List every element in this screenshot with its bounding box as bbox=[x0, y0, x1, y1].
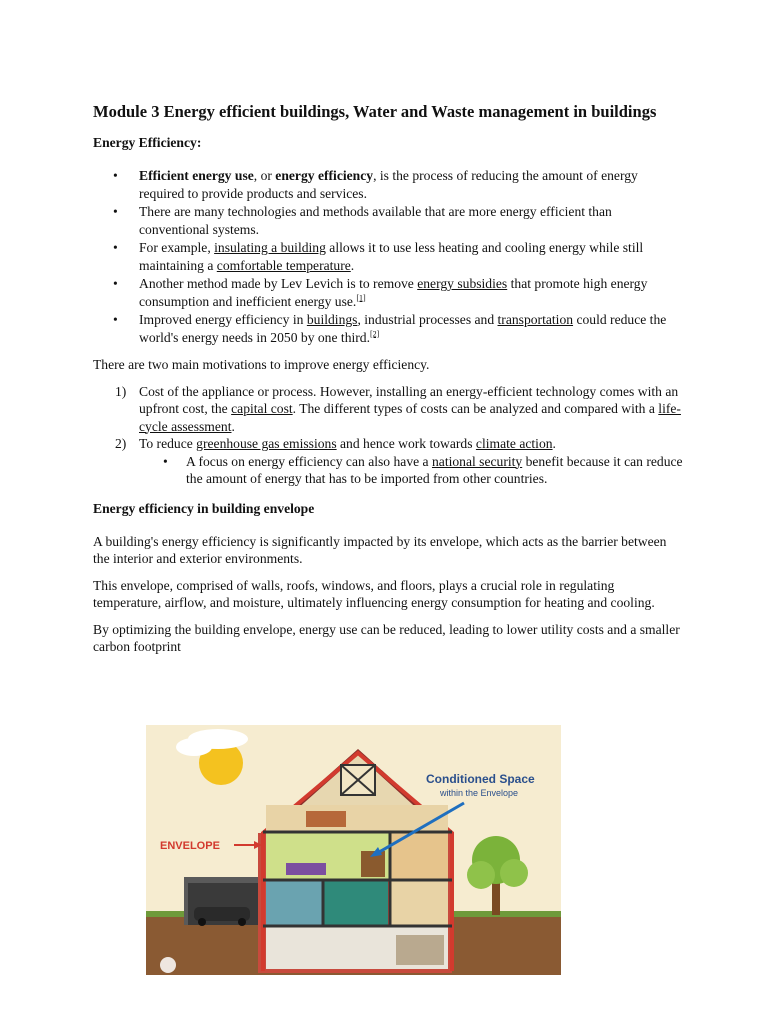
list-item: • For example, insulating a building allows it to use less heating and cooling energy while still maintaining a comfortable temperature. bbox=[113, 240, 644, 273]
list-item: • Improved energy efficiency in buildings, industrial processes and transportation could reduce the world's energy needs in 2050 by one third.[2] bbox=[113, 312, 667, 345]
document-content bbox=[93, 102, 683, 665]
conditioned-space-label: Conditioned Space bbox=[426, 772, 535, 786]
section-heading-energy-efficiency: Energy Efficiency: bbox=[93, 135, 202, 150]
link-buildings[interactable]: buildings bbox=[306, 312, 358, 327]
list-item: 1) Cost of the appliance or process. However, installing an energy-efficient technology comes with an upfront cost, the capital cost. The different types of costs can be analyzed and compared with a life-cycle assessment. bbox=[115, 383, 681, 434]
bullet-icon: • bbox=[113, 168, 118, 183]
list-item: • Efficient energy use, or energy efficiency, is the process of reducing the amount of energy required to provide products and services. bbox=[113, 168, 638, 201]
list-item: • A focus on energy efficiency can also have a national security benefit because it can reduce the amount of energy that has to be imported from other countries. bbox=[163, 453, 683, 486]
bedroom bbox=[390, 881, 448, 925]
conditioned-space-sublabel: within the Envelope bbox=[440, 788, 519, 798]
building-envelope-illustration bbox=[146, 725, 561, 975]
stairs bbox=[396, 935, 444, 965]
link-capital-cost[interactable]: capital cost bbox=[231, 401, 293, 416]
page-title: Module 3 Energy efficient buildings, Water and Waste management in buildings bbox=[93, 102, 657, 121]
bullet-icon: • bbox=[163, 453, 168, 469]
section-heading-building-envelope: Energy efficiency in building envelope bbox=[93, 500, 315, 516]
envelope-paragraph-3: By optimizing the building envelope, energy use can be reduced, leading to lower utility costs and a smaller carbon footprint bbox=[93, 621, 680, 654]
sofa-icon bbox=[286, 863, 326, 875]
envelope-paragraph-1: A building's energy efficiency is significantly impacted by its envelope, which acts as the barrier between the interior and exterior environments. bbox=[93, 533, 667, 566]
bullet-icon: • bbox=[113, 276, 118, 291]
motivations-intro: There are two main motivations to improve energy efficiency. bbox=[93, 357, 430, 372]
bullet-icon: • bbox=[113, 240, 118, 255]
reference-link-1[interactable]: [1] bbox=[356, 292, 366, 302]
link-life-cycle-assessment[interactable]: life-cycle assessment bbox=[139, 401, 681, 434]
bathroom bbox=[266, 881, 322, 925]
motivations-sub-bullets bbox=[93, 453, 683, 488]
house-cutaway-illustration bbox=[146, 725, 561, 975]
link-energy-subsidies[interactable]: energy subsidies bbox=[417, 276, 508, 291]
link-comfortable-temperature[interactable]: comfortable temperature bbox=[216, 257, 351, 273]
media-badge-icon bbox=[160, 957, 176, 973]
list-item: • There are many technologies and methods available that are more energy efficient than conventional systems. bbox=[113, 204, 612, 237]
motivations-list bbox=[93, 383, 683, 453]
envelope-paragraph-2: This envelope, comprised of walls, roofs, windows, and floors, plays a crucial role in regulating temperature, airflow, and moisture, ultimately influencing energy consumption for heating and cooling. bbox=[93, 577, 655, 610]
link-transportation[interactable]: transportation bbox=[497, 312, 574, 327]
bullet-icon: • bbox=[113, 312, 118, 327]
energy-efficiency-bullets bbox=[93, 167, 683, 346]
link-national-security[interactable]: national security bbox=[431, 453, 523, 469]
link-insulating-a-building[interactable]: insulating a building bbox=[214, 240, 326, 255]
reference-link-2[interactable]: [2] bbox=[370, 328, 380, 338]
link-climate-action[interactable]: climate action bbox=[475, 436, 553, 451]
bullet-icon: • bbox=[113, 204, 118, 219]
list-item: 2) To reduce greenhouse gas emissions and hence work towards climate action. bbox=[115, 436, 556, 451]
kitchen bbox=[324, 881, 388, 925]
link-greenhouse-gas-emissions[interactable]: greenhouse gas emissions bbox=[196, 436, 337, 451]
list-item: • Another method made by Lev Levich is to remove energy subsidies that promote high energy consumption and inefficient energy use.[1] bbox=[113, 276, 648, 309]
envelope-label: ENVELOPE bbox=[160, 840, 220, 852]
